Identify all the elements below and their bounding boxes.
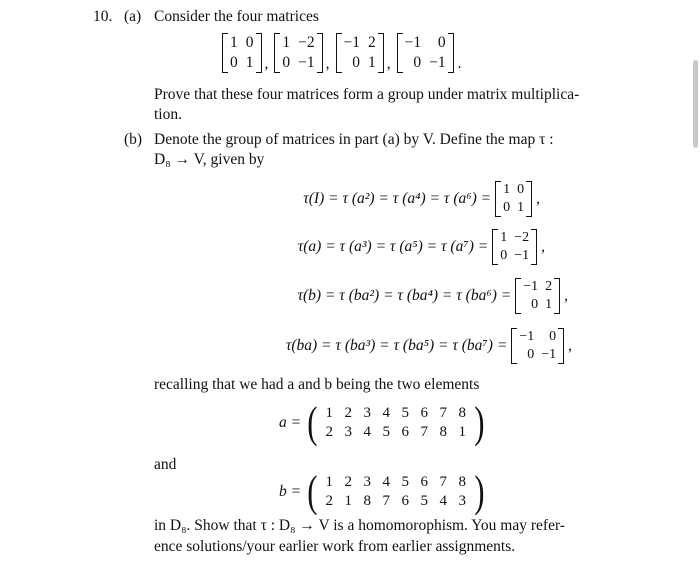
permutation-entry: 6 [420, 405, 428, 421]
equation-identity-matrix: 1 0 0 1 [495, 181, 532, 217]
permutation-a: a = ( 1 2 3 4 5 6 7 8 2 3 4 5 6 7 8 1 ) [279, 398, 485, 447]
permutation-entry: 3 [363, 474, 371, 490]
matrix-4: −1 0 0 −1 [397, 33, 454, 73]
permutation-entry: 5 [420, 493, 428, 509]
permutation-entry: 8 [458, 405, 466, 421]
permutation-entry: 1 [325, 474, 333, 490]
matrix-1: 1 0 0 1 [222, 33, 262, 73]
part-a-label: (a) [124, 8, 142, 25]
part-b-line-1: Denote the group of matrices in part (a) by V. Define the map τ : [154, 131, 554, 148]
permutation-entry: 7 [382, 493, 390, 509]
permutation-entry: 4 [382, 405, 390, 421]
permutation-entry: 7 [420, 424, 428, 440]
four-matrices: 1 0 0 1 , 1 −2 0 −1 , −1 2 0 1 , −1 0 0 −1 . [222, 33, 462, 73]
permutation-entry: 2 [344, 405, 352, 421]
permutation-entry: 7 [439, 405, 447, 421]
permutation-entry: 4 [439, 493, 447, 509]
final-line-2: ence solutions/your earlier work from earlier assignments. [154, 538, 516, 555]
equation-identity: τ(I) = τ (a²) = τ (a⁴) = τ (a⁶) = 1 0 0 1 , [303, 182, 540, 215]
equation-a: τ(a) = τ (a³) = τ (a⁵) = τ (a⁷) = 1 −2 0 −1 , [297, 230, 545, 263]
permutation-entry: 3 [344, 424, 352, 440]
permutation-entry: 7 [439, 474, 447, 490]
recall-text: recalling that we had a and b being the two elements [154, 376, 480, 393]
part-a-intro: Consider the four matrices [154, 8, 319, 25]
permutation-entry: 1 [458, 424, 466, 440]
equation-ba: τ(ba) = τ (ba³) = τ (ba⁵) = τ (ba⁷) = −1 0 0 −1 , [285, 329, 572, 362]
final-line-1: in D₈. Show that τ : D₈ → V is a homomorophism. You may refer- [154, 517, 565, 534]
part-b-line-2: D₈ → V, given by [154, 151, 265, 168]
permutation-row [320, 492, 472, 511]
permutation-entry: 6 [401, 493, 409, 509]
permutation-entry: 8 [458, 474, 466, 490]
permutation-row [320, 404, 472, 423]
permutation-entry: 5 [401, 474, 409, 490]
permutation-row [320, 473, 472, 492]
prove-line-2: tion. [154, 106, 182, 123]
matrix-3: −1 2 0 1 [336, 33, 384, 73]
permutation-entry: 3 [458, 493, 466, 509]
and-text: and [154, 456, 177, 473]
matrix-2: 1 −2 0 −1 [274, 33, 322, 73]
permutation-entry: 1 [325, 405, 333, 421]
problem-number: 10. [93, 8, 113, 25]
permutation-entry: 8 [363, 493, 371, 509]
permutation-entry: 6 [401, 424, 409, 440]
equation-ba-matrix: −1 0 0 −1 [511, 328, 564, 364]
permutation-entry: 4 [382, 474, 390, 490]
equation-a-matrix: 1 −2 0 −1 [492, 229, 537, 265]
permutation-entry: 5 [382, 424, 390, 440]
permutation-entry: 1 [344, 493, 352, 509]
prove-line-1: Prove that these four matrices form a group under matrix multiplica- [154, 86, 580, 103]
permutation-entry: 2 [325, 424, 333, 440]
equation-b: τ(b) = τ (ba²) = τ (ba⁴) = τ (ba⁶) = −1 2 0 1 , [297, 279, 568, 312]
permutation-entry: 6 [420, 474, 428, 490]
permutation-entry: 5 [401, 405, 409, 421]
permutation-entry: 8 [439, 424, 447, 440]
part-b-label: (b) [124, 131, 143, 148]
permutation-entry: 2 [344, 474, 352, 490]
permutation-entry: 2 [325, 493, 333, 509]
permutation-row [320, 423, 472, 442]
permutation-entry: 4 [363, 424, 371, 440]
scrollbar[interactable] [693, 60, 698, 148]
equation-b-matrix: −1 2 0 1 [515, 278, 560, 314]
permutation-entry: 3 [363, 405, 371, 421]
permutation-b: b = ( 1 2 3 4 5 6 7 8 2 1 8 7 6 5 4 3 ) [279, 467, 485, 516]
